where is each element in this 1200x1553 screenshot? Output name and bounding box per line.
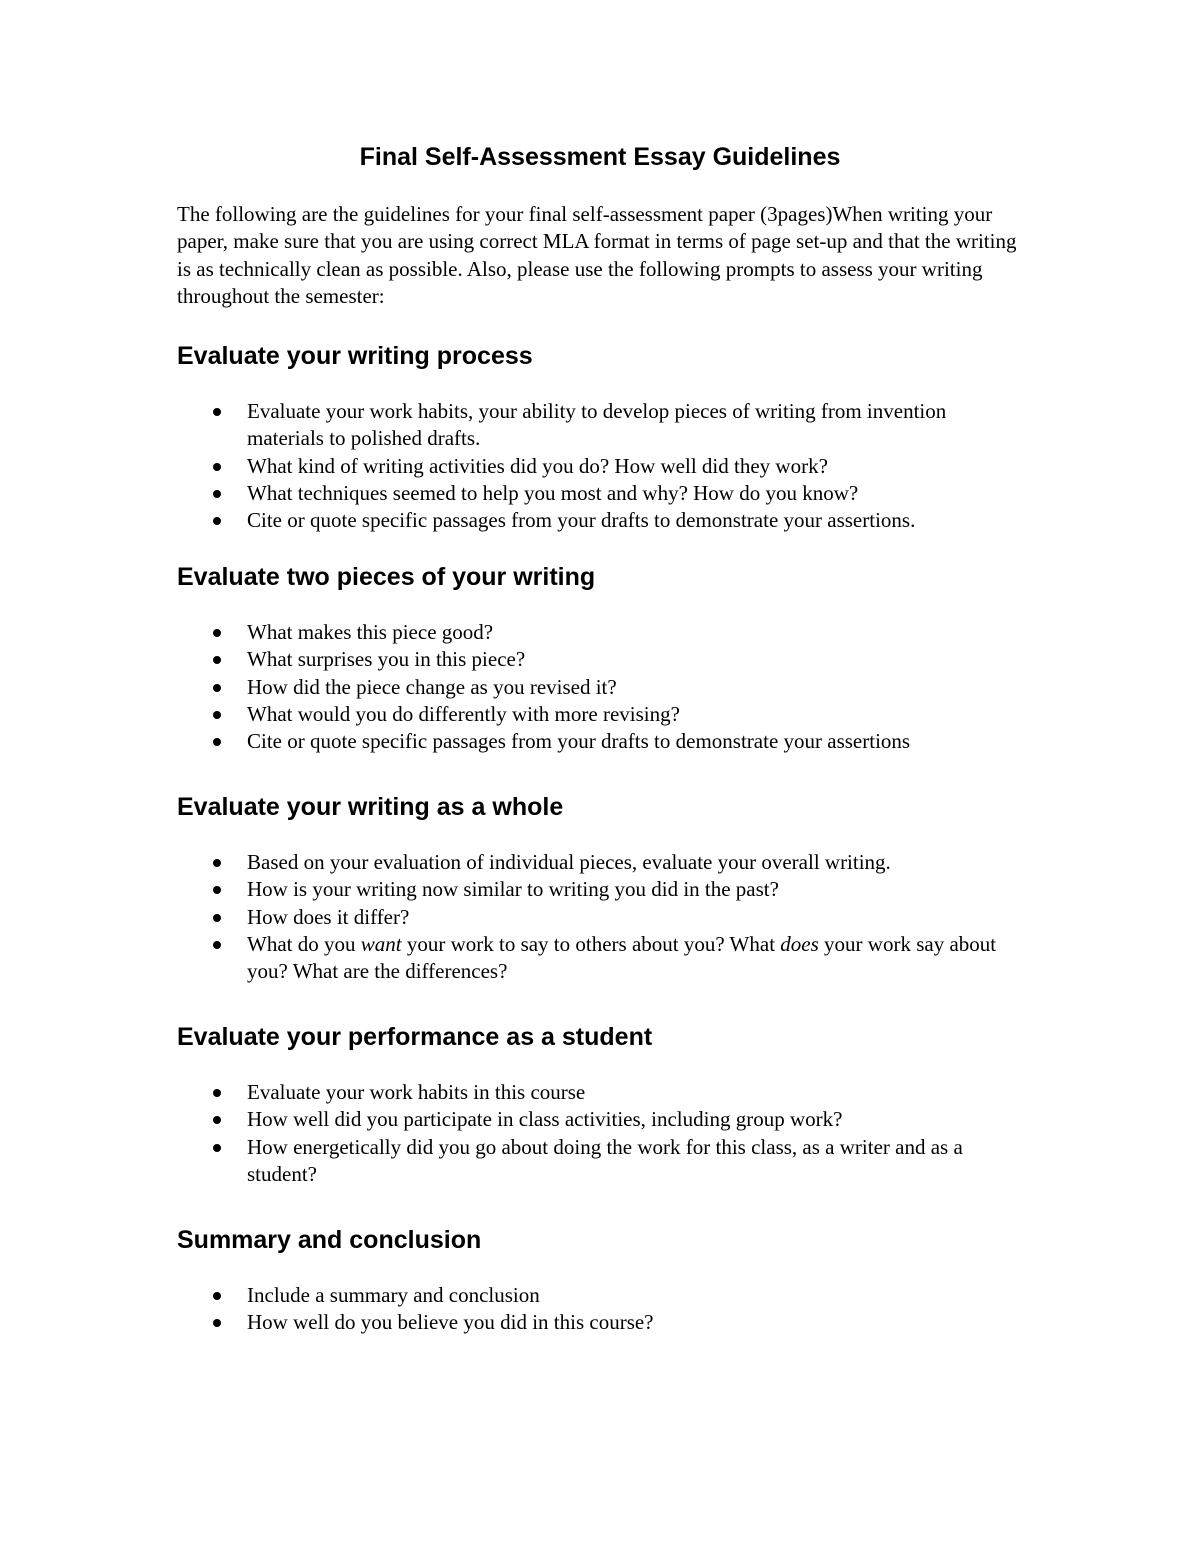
list-item: How did the piece change as you revised it? bbox=[177, 674, 1017, 701]
bullet-icon bbox=[213, 1319, 221, 1327]
list-item: What surprises you in this piece? bbox=[177, 646, 1017, 673]
list-item: How well do you believe you did in this course? bbox=[177, 1309, 1017, 1336]
list-item: Based on your evaluation of individual pieces, evaluate your overall writing. bbox=[177, 849, 1017, 876]
section-performance bbox=[177, 1021, 1037, 1186]
document-title: Final Self-Assessment Essay Guidelines bbox=[359, 143, 841, 171]
bullet-icon bbox=[213, 656, 221, 664]
section-heading: Evaluate your performance as a student bbox=[177, 1023, 653, 1051]
bullet-icon bbox=[213, 738, 221, 746]
bullet-list bbox=[177, 849, 1037, 985]
section-writing-process bbox=[177, 340, 1037, 533]
list-item: Cite or quote specific passages from your drafts to demonstrate your assertions bbox=[177, 728, 1017, 755]
bullet-icon bbox=[213, 517, 221, 525]
bullet-list bbox=[177, 1282, 1037, 1337]
list-item: What would you do differently with more revising? bbox=[177, 701, 1017, 728]
list-item: What do you want your work to say to others about you? What does your work say about you? What are the differences? bbox=[177, 931, 1017, 986]
bullet-icon bbox=[213, 684, 221, 692]
list-item: What kind of writing activities did you do? How well did they work? bbox=[177, 453, 1017, 480]
list-item: Evaluate your work habits, your ability to develop pieces of writing from invention materials to polished drafts. bbox=[177, 398, 1017, 453]
bullet-icon bbox=[213, 711, 221, 719]
section-two-pieces bbox=[177, 561, 1037, 754]
bullet-icon bbox=[213, 463, 221, 471]
section-heading: Summary and conclusion bbox=[177, 1226, 482, 1254]
bullet-icon bbox=[213, 490, 221, 498]
section-heading: Evaluate two pieces of your writing bbox=[177, 563, 596, 591]
section-heading: Evaluate your writing as a whole bbox=[177, 793, 564, 821]
bullet-icon bbox=[213, 886, 221, 894]
list-item: How does it differ? bbox=[177, 904, 1017, 931]
list-item: Cite or quote specific passages from your drafts to demonstrate your assertions. bbox=[177, 507, 1017, 534]
bullet-list bbox=[177, 619, 1037, 755]
bullet-icon bbox=[213, 1116, 221, 1124]
bullet-icon bbox=[213, 1292, 221, 1300]
bullet-icon bbox=[213, 408, 221, 416]
bullet-icon bbox=[213, 859, 221, 867]
list-item: Include a summary and conclusion bbox=[177, 1282, 1017, 1309]
section-summary bbox=[177, 1224, 1037, 1335]
intro-paragraph: The following are the guidelines for your final self-assessment paper (3pages)When writing your paper, make sure that you are using correct MLA format in terms of page set-up and that the writing is as technically clean as possible. Also, please use the following prompts to assess your writing throughout the semester: bbox=[177, 202, 1017, 308]
section-writing-whole bbox=[177, 791, 1037, 984]
bullet-list bbox=[177, 398, 1037, 534]
bullet-icon bbox=[213, 629, 221, 637]
list-item: What makes this piece good? bbox=[177, 619, 1017, 646]
bullet-list bbox=[177, 1079, 1037, 1188]
list-item: How energetically did you go about doing the work for this class, as a writer and as a student? bbox=[177, 1134, 1017, 1189]
bullet-icon bbox=[213, 1089, 221, 1097]
section-heading: Evaluate your writing process bbox=[177, 342, 533, 370]
bullet-icon bbox=[213, 914, 221, 922]
list-item: What techniques seemed to help you most and why? How do you know? bbox=[177, 480, 1017, 507]
list-item: Evaluate your work habits in this course bbox=[177, 1079, 1017, 1106]
bullet-icon bbox=[213, 1144, 221, 1152]
list-item: How well did you participate in class activities, including group work? bbox=[177, 1106, 1017, 1133]
bullet-icon bbox=[213, 941, 221, 949]
list-item: How is your writing now similar to writing you did in the past? bbox=[177, 876, 1017, 903]
